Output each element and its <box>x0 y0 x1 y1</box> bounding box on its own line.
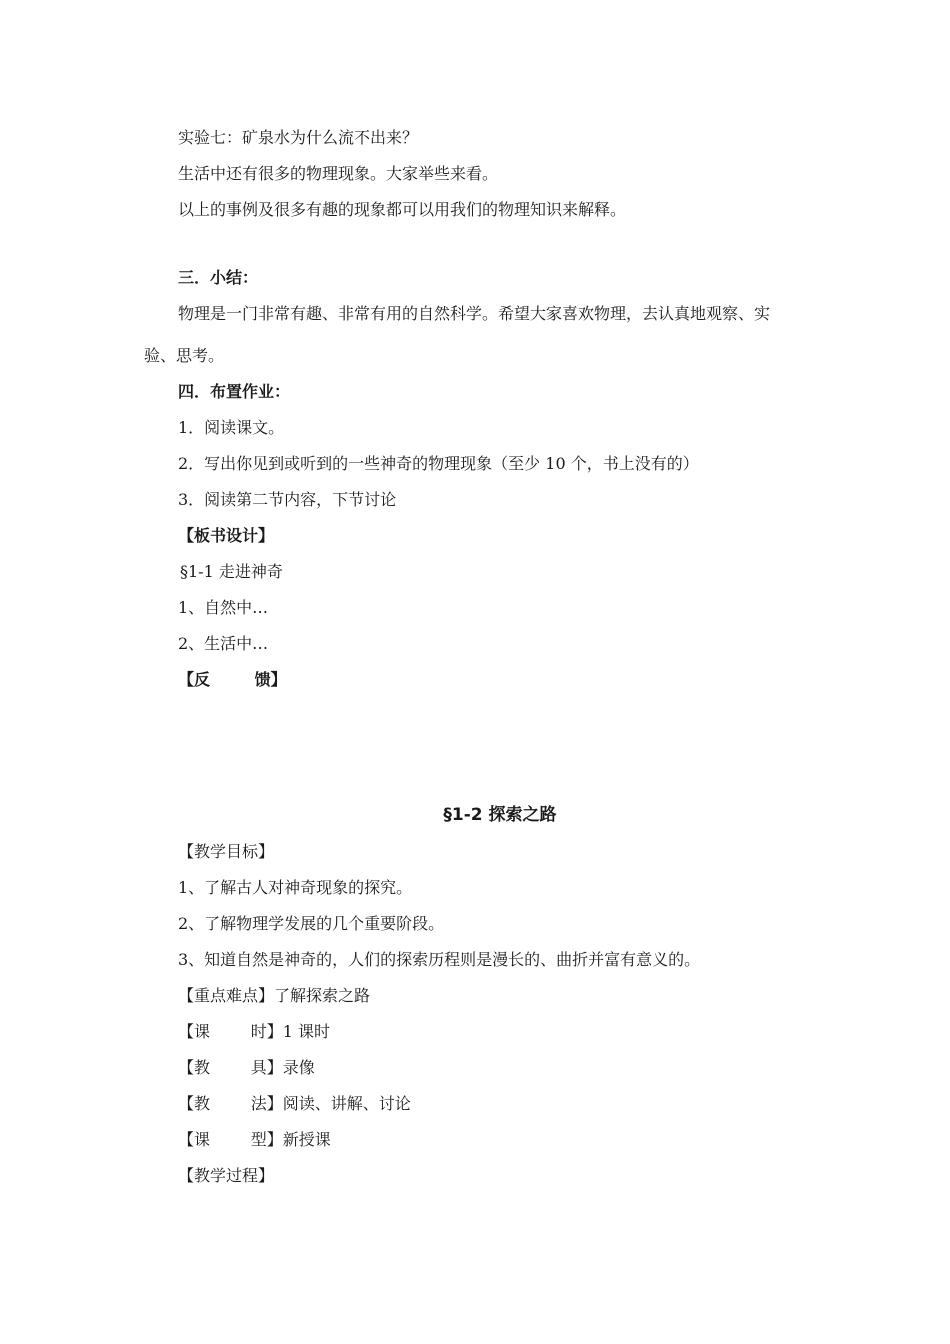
key-points: 【重点难点】了解探索之路 <box>178 986 371 1005</box>
board-section-title: §1-1 走进神奇 <box>180 562 283 581</box>
teaching-process-heading: 【教学过程】 <box>178 1166 275 1185</box>
goal-item-3: 3、知道自然是神奇的，人们的探索历程则是漫长的、曲折并富有意义的。 <box>178 950 701 969</box>
explanation-text: 以上的事例及很多有趣的现象都可以用我们的物理知识来解释。 <box>178 200 627 219</box>
summary-heading: 三．小结： <box>178 268 259 287</box>
goal-item-1: 1、了解古人对神奇现象的探究。 <box>178 878 413 897</box>
feedback-heading: 【反 馈】 <box>178 670 287 689</box>
homework-item-2: 2．写出你见到或听到的一些神奇的物理现象（至少 10 个，书上没有的） <box>178 454 699 473</box>
board-item-2: 2、生活中… <box>178 634 269 653</box>
life-phenomena-text: 生活中还有很多的物理现象。大家举些来看。 <box>178 164 499 183</box>
teaching-method: 【教 法】阅读、讲解、讨论 <box>178 1094 411 1113</box>
homework-heading: 四．布置作业： <box>178 382 291 401</box>
board-item-1: 1、自然中… <box>178 598 269 617</box>
experiment-seven: 实验七：矿泉水为什么流不出来？ <box>178 128 419 147</box>
homework-item-1: 1．阅读课文。 <box>178 418 285 437</box>
class-hours: 【课 时】1 课时 <box>178 1022 330 1041</box>
summary-line-2: 验、思考。 <box>144 346 225 365</box>
lesson-type: 【课 型】新授课 <box>178 1130 331 1149</box>
teaching-goals-heading: 【教学目标】 <box>178 842 275 861</box>
homework-item-3: 3．阅读第二节内容，下节讨论 <box>178 490 397 509</box>
section-title: §1-2 探索之路 <box>443 805 557 825</box>
board-design-heading: 【板书设计】 <box>178 526 275 545</box>
summary-line-1: 物理是一门非常有趣、非常有用的自然科学。希望大家喜欢物理，去认真地观察、实 <box>178 304 771 323</box>
teaching-tools: 【教 具】录像 <box>178 1058 315 1077</box>
goal-item-2: 2、了解物理学发展的几个重要阶段。 <box>178 914 445 933</box>
